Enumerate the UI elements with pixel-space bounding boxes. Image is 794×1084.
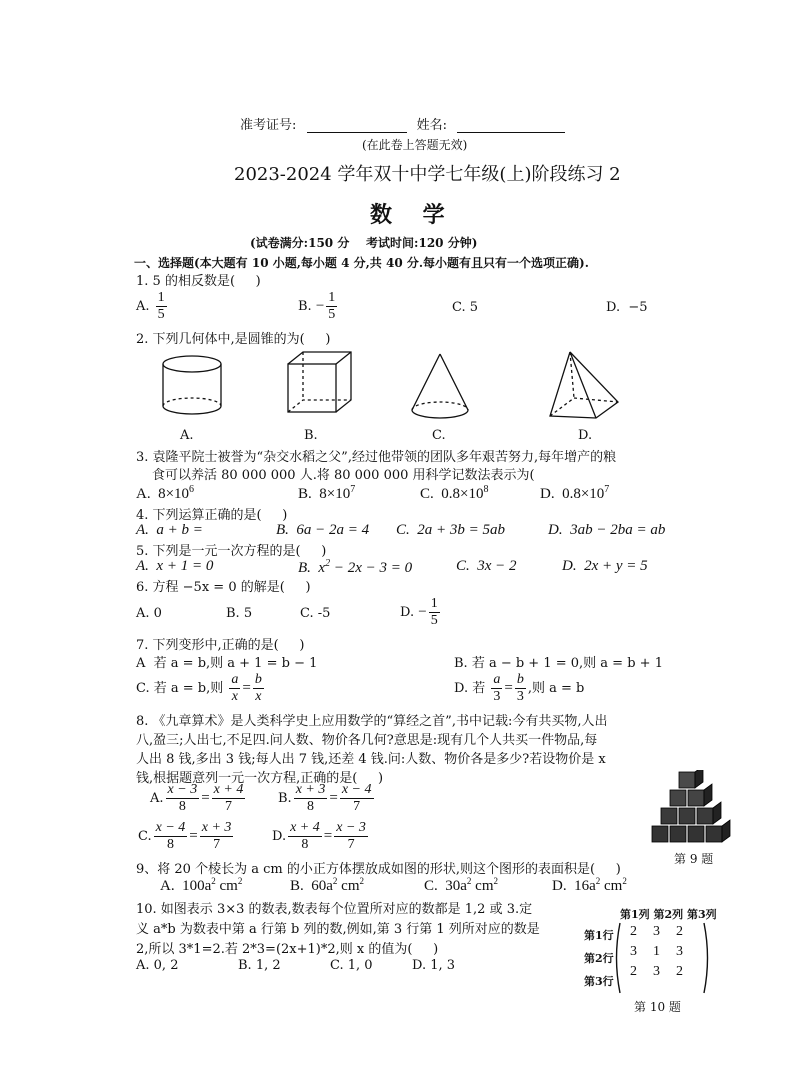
q2-option-c[interactable]: C.: [432, 428, 446, 443]
section-title: 一、选择题(本大题有 10 小题,每小题 4 分,共 40 分.每小题有且只有一个选项正确).: [134, 256, 589, 270]
q7-option-b[interactable]: B. 若 a − b + 1 = 0,则 a = b + 1: [454, 656, 663, 671]
exam-id-label: 准考证号:: [240, 118, 297, 133]
q10-option-b[interactable]: B. 1, 2: [238, 958, 281, 973]
q8-option-c[interactable]: C. $\frac{x - 4}{8}$ = $\frac{x + 3}{7}$: [138, 820, 232, 852]
q4-option-a[interactable]: A. a + b =: [136, 522, 203, 538]
fraction: $\frac{b}{x}$: [254, 672, 262, 704]
q1-option-a[interactable]: [136, 290, 169, 323]
q5-option-a[interactable]: A. x + 1 = 0: [136, 558, 214, 574]
fraction: $\frac{1}{5}$: [328, 290, 336, 322]
exam-title: 2023-2024 学年双十中学七年级(上)阶段练习 2: [234, 164, 621, 185]
fraction: $\frac{b}{3}$: [516, 672, 524, 704]
q2-option-d[interactable]: D.: [578, 428, 593, 443]
subject-title: 数 学: [370, 202, 445, 228]
q6-option-a[interactable]: A. 0: [136, 606, 162, 621]
fraction: $\frac{a}{3}$: [493, 672, 501, 704]
q6-stem: 6. 方程 −5x = 0 的解是( ): [136, 580, 311, 595]
q7-option-a[interactable]: A 若 a = b,则 a + 1 = b − 1: [136, 656, 318, 671]
q10-caption: 第 10 题: [634, 1000, 681, 1014]
q9-option-c[interactable]: C. $30a^2$ $cm^2$: [424, 876, 498, 894]
option-letter: B.: [298, 299, 312, 314]
q4-option-b[interactable]: B. 6a − 2a = 4: [276, 522, 370, 538]
q9-option-d[interactable]: D. $16a^2$ $cm^2$: [552, 876, 627, 894]
fraction: $\frac{1}{5}$: [430, 596, 438, 628]
q9-option-a[interactable]: A. $100a^2$ $cm^2$: [160, 876, 243, 894]
q3-line2: 食可以养活 80 000 000 人.将 80 000 000 用科学记数法表示为(: [152, 468, 535, 483]
q10-option-c[interactable]: C. 1, 0: [330, 958, 373, 973]
q9-caption: 第 9 题: [674, 852, 714, 866]
q1-option-b[interactable]: B. − $\frac{1}{5}$: [298, 290, 336, 322]
q6-option-c[interactable]: C. -5: [300, 606, 331, 621]
q9-stem: 9、将 20 个棱长为 a cm 的小正方体摆放成如图的形状,则这个图形的表面积是( ): [136, 862, 621, 877]
number-matrix: 2 3 2 3 1 3 2 3 2: [630, 924, 683, 979]
q1-option-d[interactable]: D. −5: [606, 300, 648, 315]
q3-option-b[interactable]: B. $8\times 10^7$: [298, 484, 356, 502]
q7-stem: 7. 下列变形中,正确的是( ): [136, 638, 305, 653]
q5-option-d[interactable]: D. 2x + y = 5: [562, 558, 648, 574]
q4-option-c[interactable]: C. 2a + 3b = 5ab: [396, 522, 505, 538]
q3-option-c[interactable]: C. $0.8\times 10^8$: [420, 484, 489, 502]
exam-id-blank[interactable]: [307, 118, 407, 133]
q9-cube-stack-figure: [646, 770, 736, 850]
fraction: $\frac{1}{5}$: [157, 290, 165, 322]
q5-option-c[interactable]: C. 3x − 2: [456, 558, 517, 574]
q7-option-c[interactable]: C. 若 a = b,则 $\frac{a}{x}$ = $\frac{b}{x}$: [136, 672, 262, 704]
q3-option-a[interactable]: A. $8\times 10^6$: [136, 484, 195, 502]
matrix-col-headers: 第1列 第2列 第3列: [620, 908, 717, 921]
name-label: 姓名:: [416, 118, 448, 133]
q10-line2: 义 a*b 为数表中第 a 行第 b 列的数,例如,第 3 行第 1 列所对应的数是: [136, 922, 540, 937]
q5-stem: 5. 下列是一元一次方程的是( ): [136, 544, 327, 559]
q2-solids-figure: [150, 350, 670, 430]
q3-line1: 3. 袁隆平院士被誉为“杂交水稻之父”,经过他带领的团队多年艰苦努力,每年增产的粮: [136, 450, 617, 465]
answer-notice: (在此卷上答题无效): [362, 138, 468, 152]
cube-figure[interactable]: [288, 352, 351, 412]
q4-option-d[interactable]: D. 3ab − 2ba = ab: [548, 522, 666, 538]
q10-line3: 2,所以 3*1=2.若 2*3=(2x+1)*2,则 x 的值为( ): [136, 942, 439, 957]
q2-option-a[interactable]: A.: [180, 428, 194, 443]
q8-line1: 8. 《九章算术》是人类科学史上应用数学的“算经之首”,书中记载:今有共买物,人出: [136, 714, 608, 729]
q8-line4: 钱,根据题意列一元一次方程,正确的是( ): [136, 771, 384, 786]
q6-option-d[interactable]: D. − $\frac{1}{5}$: [400, 596, 438, 628]
q10-option-a[interactable]: A. 0, 2: [136, 958, 179, 973]
q5-option-b[interactable]: B. $x^2 - 2x - 3 = 0$: [298, 558, 413, 576]
q8-option-a[interactable]: A. $\frac{x - 3}{8}$ = $\frac{x + 4}{7}$: [150, 782, 244, 814]
q1-stem: 1. 5 的相反数是( ): [136, 274, 261, 289]
q1-option-c[interactable]: C. 5: [452, 300, 479, 315]
q2-option-b[interactable]: B.: [304, 428, 318, 443]
q10-line1: 10. 如图表示 3×3 的数表,数表每个位置所对应的数都是 1,2 或 3.定: [136, 902, 533, 917]
q8-line3: 人出 8 钱,多出 3 钱;每人出 7 钱,还差 4 钱.问:人数、物价各是多少?若设物价是 x: [136, 752, 606, 767]
option-letter: A.: [136, 299, 150, 314]
q7-option-d[interactable]: D. 若 $\frac{a}{3}$ = $\frac{b}{3}$ ,则 a = b: [454, 672, 585, 704]
fraction: $\frac{a}{x}$: [231, 672, 239, 704]
exam-id-row: [240, 114, 565, 133]
q8-option-b[interactable]: B. $\frac{x + 3}{8}$ = $\frac{x - 4}{7}$: [278, 782, 372, 814]
q2-stem: 2. 下列几何体中,是圆锥的为( ): [136, 332, 331, 347]
q10-option-d[interactable]: D. 1, 3: [412, 958, 456, 973]
cone-figure[interactable]: [412, 354, 468, 418]
q6-option-b[interactable]: B. 5: [226, 606, 253, 621]
matrix-row-headers: 第1行 第2行 第3行: [584, 929, 614, 988]
q8-line2: 八,盈三;人出七,不足四.问人数、物价各几何?意思是:现有几个人共买一件物品,每: [136, 733, 598, 748]
name-blank[interactable]: [457, 118, 565, 133]
q9-option-b[interactable]: B. $60a^2$ $cm^2$: [290, 876, 364, 894]
q3-option-d[interactable]: D. $0.8\times 10^7$: [540, 484, 610, 502]
pyramid-figure[interactable]: [550, 352, 618, 418]
cylinder-figure[interactable]: [163, 356, 221, 414]
q4-stem: 4. 下列运算正确的是( ): [136, 508, 288, 523]
q8-option-d[interactable]: D. $\frac{x + 4}{8}$ = $\frac{x - 3}{7}$: [272, 820, 366, 852]
exam-meta: (试卷满分:150 分 考试时间:120 分钟): [250, 236, 478, 250]
